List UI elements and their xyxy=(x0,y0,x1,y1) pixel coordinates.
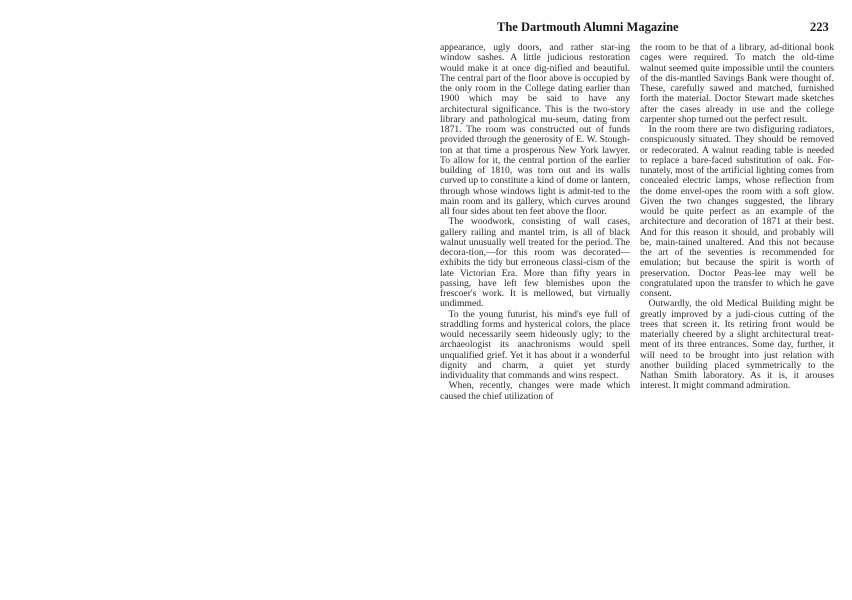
text-column-left xyxy=(440,43,630,402)
running-header-title: The Dartmouth Alumni Magazine xyxy=(497,20,679,34)
paragraph: appearance, ugly doors, and rather star-ing window sashes. A little judicious restoration would make it at once dig-nified and beautiful. The central part of the floor above is occupied by the only room in the College dating earlier than 1900 which may be said to have any architectural significance. This is the two-story library and pathological mu-seum, dating from 1871. The room was constructed out of funds provided through the generosity of E. W. Stough-ton at that time a prosperous New York lawyer. To allow for it, the central portion of the earlier building of 1810, was torn out and its walls curved up to constitute a kind of dome or lantern, through whose windows light is admit-ted to the main room and its gallery, which curves around all four sides about ten feet above the floor. xyxy=(440,42,630,217)
paragraph: To the young futurist, his mind's eye full of straddling forms and hysterical colors, the place would necessarily seem hideously ugly; to the archaeologist its anachronisms would spell unqualified grief. Yet it has about it a wonderful dignity and charm, a quiet yet sturdy individuality that commands and wins respect. xyxy=(440,308,630,381)
paragraph: Outwardly, the old Medical Building might be greatly improved by a judi-cious cutting of the trees that screen it. Its retiring front would be materially cheered by a slight architectural treat-ment of its three entrances. Some day, further, it will need to be brought into just relation with another building placed symmetrically to the Nathan Smith laboratory. As it is, it arouses interest. It might command admiration. xyxy=(640,298,834,392)
paragraph: When, recently, changes were made which caused the chief utilization of xyxy=(440,380,630,402)
page-number: 223 xyxy=(810,20,829,34)
paragraph: In the room there are two disfiguring radiators, conspicuously situated. They should be removed or redecorated. A walnut reading table is needed to replace a bare-faced substitution of oak. For-tunately, most of the artificial lighting comes from concealed electric lamps, whose reflection from the dome envel-opes the room with a soft glow. Given the two changes suggested, the library would be quite perfect as an example of the architecture and decoration of 1871 at their best. And for this reason it should, and probably will be, main-tained unaltered. And this not because the art of the seventies is recommended for emulation; but because the spirit is worth of preservation. Doctor Peas-lee may well be congratulated upon the transfer to which he gave consent. xyxy=(640,124,834,299)
paragraph: The woodwork, consisting of wall cases, gallery railing and mantel trim, is all of black walnut unusually well treated for the period. The decora-tion,—for this room was decorated—exhibits the tidy but erroneous classi-cism of the late Victorian Era. More than fifty years in passing, have left few blemishes upon the frescoer's work. It is mellowed, but virtually undimmed. xyxy=(440,216,630,310)
text-column-right xyxy=(640,43,834,392)
paragraph: the room to be that of a library, ad-ditional book cages were required. To match the old-time walnut seemed quite impossible until the counters of the dis-mantled Savings Bank were thought of. These, carefully sawed and matched, furnished forth the material. Doctor Stewart made sketches after the cases already in use and the college carpenter shop turned out the perfect result. xyxy=(640,42,834,125)
